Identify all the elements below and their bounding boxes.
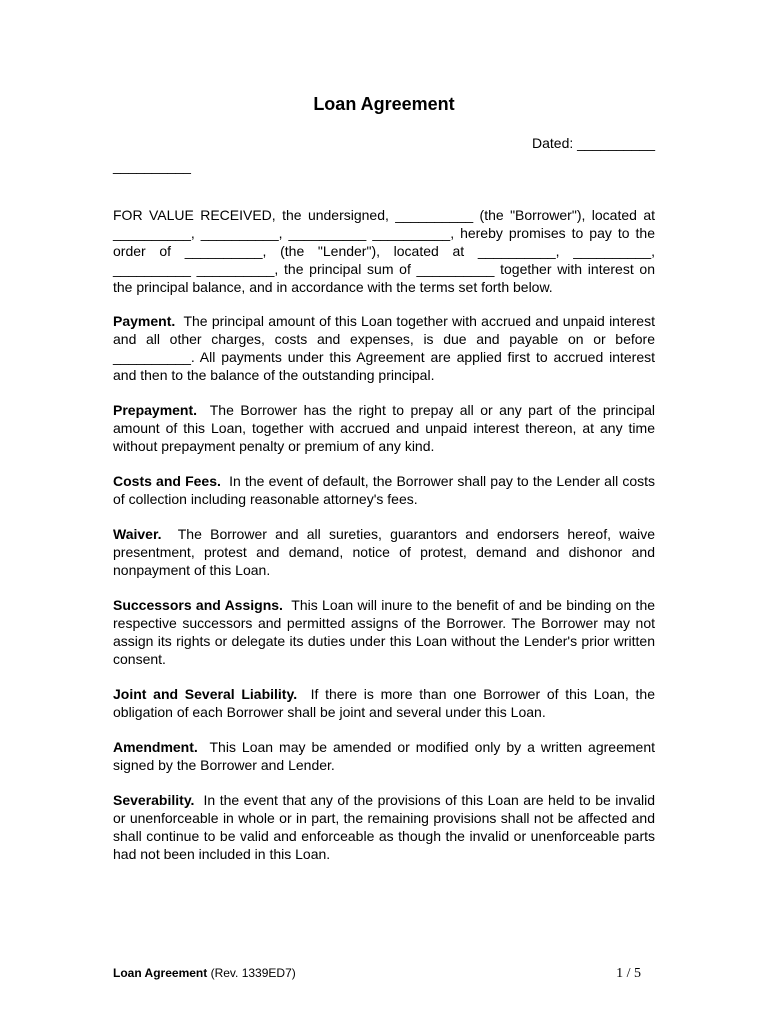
section-heading: Waiver. — [113, 526, 162, 542]
section-text: This Loan will inure to the benefit of and be binding on the respective successors and permitted assigns of the Borrower. The Borrower may not assign its rights or delegate its duties under this Loan without the Lender's prior written consent. — [113, 597, 656, 667]
section-text: The Borrower has the right to prepay all or any part of the principal amount of this Loan, together with accrued and unpaid interest thereon, at any time without prepayment penalty or premium of any kind. — [113, 402, 655, 454]
section-heading: Successors and Assigns. — [113, 597, 283, 613]
section-amendment — [113, 738, 655, 774]
section-costs-and-fees — [113, 472, 655, 508]
dated-field: Dated: __________ — [532, 135, 655, 151]
section-waiver — [113, 525, 655, 579]
intro-paragraph: FOR VALUE RECEIVED, the undersigned, __________ (the "Borrower"), located at __________, __________, __________ __________, hereby promises to pay to the order of __________, (the "Lender"), located at __________, __________, __________ __________, the principal sum of __________ together with interest on the principal balance, and in accordance with the terms set forth below. — [113, 207, 655, 295]
section-text: In the event that any of the provisions of this Loan are held to be invalid or unenforceable in whole or in part, the remaining provisions shall not be affected and shall continue to be valid and enforceable as though the invalid or unenforceable parts had not been included in this Loan. — [113, 792, 655, 862]
section-heading: Prepayment. — [113, 402, 198, 418]
section-text: This Loan may be amended or modified only by a written agreement signed by the Borrower and Lender. — [113, 739, 655, 773]
footer-revision: (Rev. 1339ED7) — [210, 966, 296, 980]
section-text: In the event of default, the Borrower shall pay to the Lender all costs of collection including reasonable attorney's fees. — [113, 473, 655, 507]
section-prepayment — [113, 401, 655, 455]
section-heading: Payment. — [113, 313, 176, 329]
section-text: The Borrower and all sureties, guarantors and endorsers hereof, waive presentment, protest and demand, notice of protest, demand and dishonor and nonpayment of this Loan. — [113, 526, 656, 578]
footer-doc-name: Loan Agreement — [113, 966, 208, 980]
section-text: If there is more than one Borrower of this Loan, the obligation of each Borrower shall be joint and several under this Loan. — [113, 686, 656, 720]
section-successors-and-assigns — [113, 596, 655, 668]
page-number: 1 / 5 — [616, 966, 641, 981]
section-heading: Costs and Fees. — [113, 473, 221, 489]
footer-doc-info — [113, 966, 296, 980]
page-title: Loan Agreement — [313, 94, 455, 114]
document-page — [113, 0, 655, 1024]
section-heading: Severability. — [113, 792, 195, 808]
section-heading: Amendment. — [113, 739, 198, 755]
section-severability — [113, 791, 655, 863]
section-joint-and-several-liability — [113, 685, 655, 721]
section-payment — [113, 312, 655, 384]
page-footer — [113, 965, 655, 981]
dated-field-continuation: __________ — [113, 158, 191, 174]
agreement-body — [113, 206, 655, 880]
section-text: The principal amount of this Loan together with accrued and unpaid interest and all other charges, costs and expenses, is due and payable on or before __________. All payments under this Agreement are applied first to accrued interest and then to the balance of the outstanding principal. — [113, 313, 655, 383]
section-heading: Joint and Several Liability. — [113, 686, 298, 702]
